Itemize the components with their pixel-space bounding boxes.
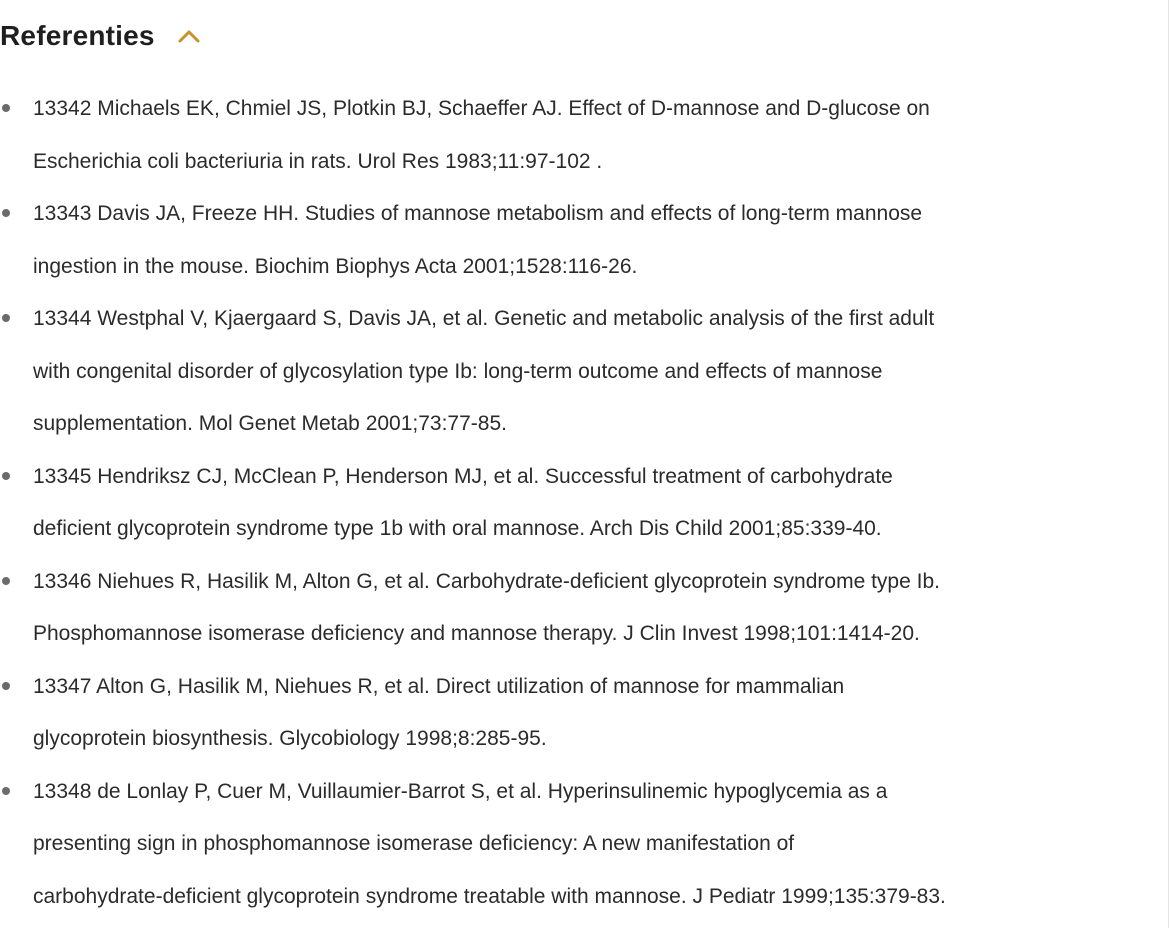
references-title: Referenties <box>0 20 155 51</box>
reference-item <box>0 766 1160 924</box>
reference-text-line: 13343 Davis JA, Freeze HH. Studies of mannose metabolism and effects of long-term mannose <box>33 202 923 225</box>
reference-text-line: deficient glycoprotein syndrome type 1b with oral mannose. Arch Dis Child 2001;85:339-40. <box>33 517 882 540</box>
reference-text-line: ingestion in the mouse. Biochim Biophys Acta 2001;1528:116-26. <box>33 254 638 278</box>
reference-item <box>0 188 1160 293</box>
bullet-icon <box>2 682 10 690</box>
chevron-up-icon[interactable] <box>175 22 203 50</box>
bullet-icon <box>2 787 10 795</box>
reference-text-line: 13347 Alton G, Hasilik M, Niehues R, et al. Direct utilization of mannose for mammalian <box>33 674 845 698</box>
reference-text-line: supplementation. Mol Genet Metab 2001;73:77-85. <box>33 412 507 435</box>
reference-text-line: Phosphomannose isomerase deficiency and mannose therapy. J Clin Invest 1998;101:1414-20. <box>33 622 920 645</box>
bullet-icon <box>2 472 10 480</box>
reference-item <box>0 556 1160 661</box>
reference-item <box>0 83 1160 188</box>
reference-text-line: 13346 Niehues R, Hasilik M, Alton G, et al. Carbohydrate-deficient glycoprotein syndrome type Ib. <box>33 569 940 593</box>
reference-item <box>0 451 1160 556</box>
references-list <box>0 83 1160 923</box>
reference-text-line: presenting sign in phosphomannose isomerase deficiency: A new manifestation of <box>33 832 795 855</box>
bullet-icon <box>2 209 10 217</box>
bullet-icon <box>2 314 10 322</box>
reference-text-line: with congenital disorder of glycosylation type Ib: long-term outcome and effects of mannose <box>33 359 883 383</box>
reference-item <box>0 293 1160 451</box>
reference-item <box>0 661 1160 766</box>
references-toggle[interactable] <box>0 17 1160 55</box>
reference-text-line: 13344 Westphal V, Kjaergaard S, Davis JA, et al. Genetic and metabolic analysis of the first adult <box>33 307 935 330</box>
bullet-icon <box>2 577 10 585</box>
bullet-icon <box>2 104 10 112</box>
reference-text-line: glycoprotein biosynthesis. Glycobiology 1998;8:285-95. <box>33 727 547 750</box>
reference-text-line: carbohydrate-deficient glycoprotein syndrome treatable with mannose. J Pediatr 1999;135:379-83. <box>33 884 946 908</box>
reference-text-line: Escherichia coli bacteriuria in rats. Urol Res 1983;11:97-102 . <box>33 149 603 173</box>
reference-text-line: 13348 de Lonlay P, Cuer M, Vuillaumier-Barrot S, et al. Hyperinsulinemic hypoglycemia as a <box>33 779 888 803</box>
reference-text-line: 13342 Michaels EK, Chmiel JS, Plotkin BJ, Schaeffer AJ. Effect of D-mannose and D-glucose on <box>33 97 930 120</box>
reference-text-line: 13345 Hendriksz CJ, McClean P, Henderson MJ, et al. Successful treatment of carbohydrate <box>33 464 893 488</box>
